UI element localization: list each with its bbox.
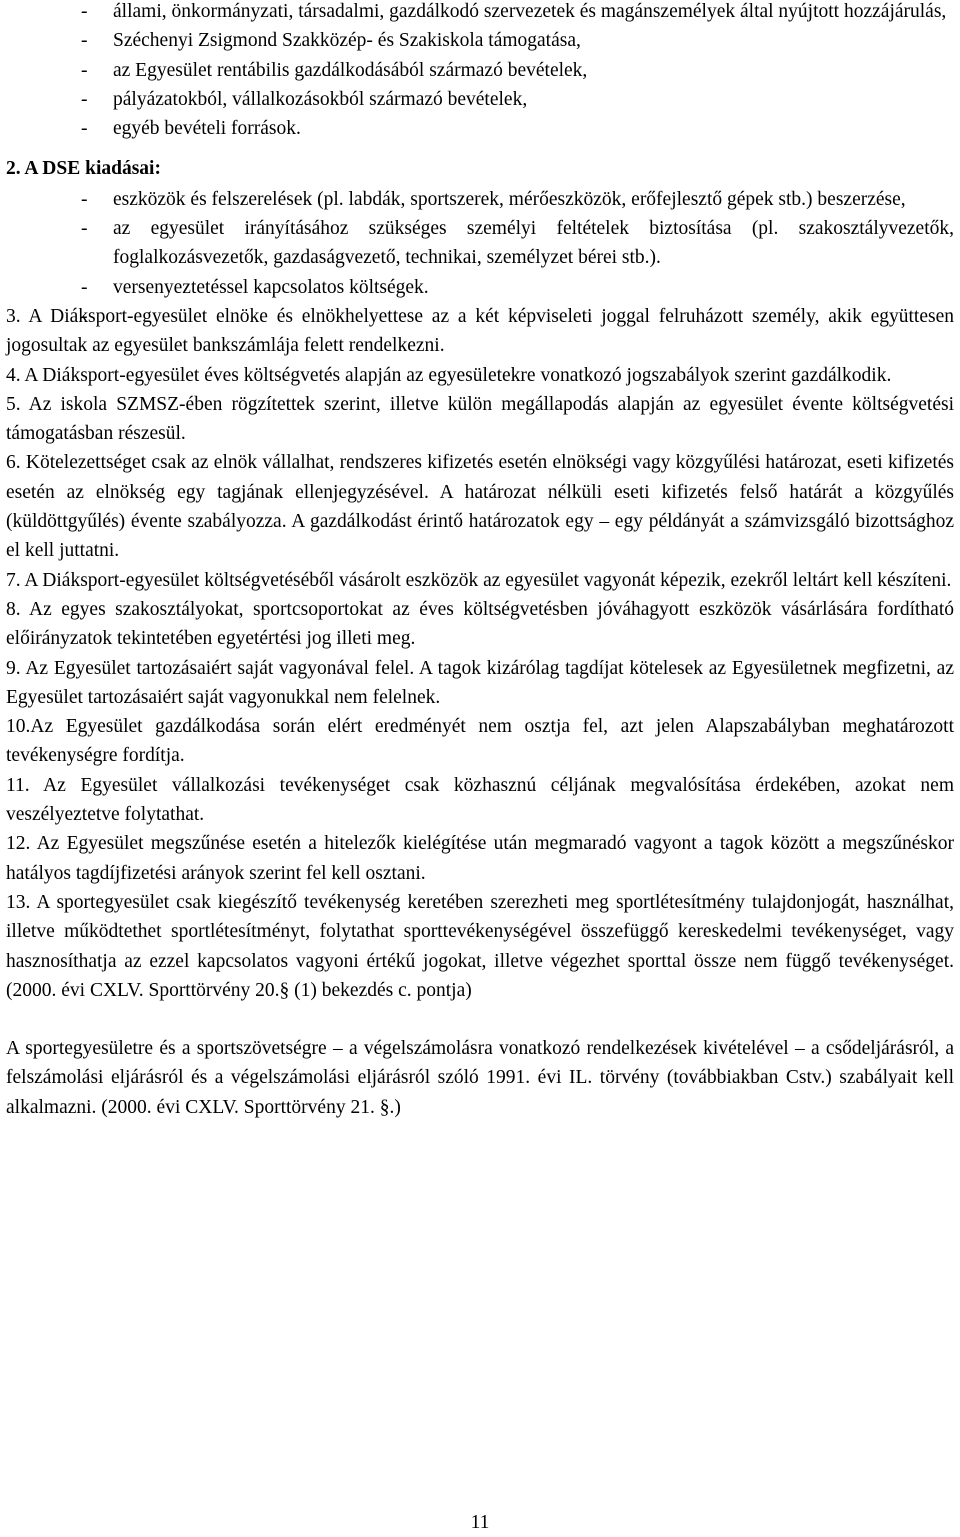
- list-item: - eszközök és felszerelések (pl. labdák, sportszerek, mérőeszközök, erőfejlesztő gépek stb.) beszerzése,: [6, 185, 954, 214]
- list-item: - Széchenyi Zsigmond Szakközép- és Szakiskola támogatása,: [6, 26, 954, 55]
- page-number: 11: [470, 1512, 490, 1533]
- list-item: - az egyesület irányításához szükséges személyi feltételek biztosítása (pl. szakosztályvezetők, foglalkozásvezetők, gazdaságvezető, technikai, személyzet bérei stb.).: [6, 214, 954, 273]
- list-item: - versenyeztetéssel kapcsolatos költségek.: [6, 273, 954, 302]
- paragraph: 5. Az iskola SZMSZ-ében rögzítettek szerint, illetve külön megállapodás alapján az egyesület évente költségvetési támogatásban részesül.: [6, 393, 954, 445]
- paragraph: 11. Az Egyesület vállalkozási tevékenységet csak közhasznú céljának megvalósítása érdekében, azokat nem veszélyeztetve folytathat.: [6, 774, 954, 826]
- list-item: - állami, önkormányzati, társadalmi, gazdálkodó szervezetek és magánszemélyek által nyújtott hozzájárulás,: [6, 0, 954, 26]
- paragraph: 12. Az Egyesület megszűnése esetén a hitelezők kielégítése után megmaradó vagyont a tagok között a megszűnéskor hatályos tagdíjfizetési arányok szerint fel kell osztani.: [6, 833, 954, 884]
- paragraph: 9. Az Egyesület tartozásaiért saját vagyonával felel. A tagok kizárólag tagdíjat kötelesek az Egyesületnek megfizetni, az Egyesület tartozásaiért saját vagyonukkal nem felelnek.: [6, 657, 954, 708]
- paragraph: 6. Kötelezettséget csak az elnök vállalhat, rendszeres kifizetés esetén elnökségi vagy közgyűlési határozat, eseti kifizetés esetén az elnökség egy tagjának ellenjegyzésével. A határozat nélküli eseti kifizetés felső határát a közgyűlés (küldöttgyűlés) évente szabályozza. A gazdálkodást érintő határozatok egy – egy példányát a számvizsgáló bizottsághoz el kell juttatni.: [6, 452, 954, 562]
- paragraph: 10.Az Egyesület gazdálkodása során elért eredményét nem osztja fel, azt jelen Alapszabályban meghatározott tevékenységre fordítja.: [6, 716, 954, 767]
- income-sources-list: [6, 0, 954, 143]
- closing-paragraph: A sportegyesületre és a sportszövetségre – a végelszámolásra vonatkozó rendelkezések kivételével – a csődeljárásról, a felszámolási eljárásról és a végelszámolási eljárásról szóló 1991. évi IL. törvény (továbbiakban Cstv.) szabályait kell alkalmazni. (2000. évi CXLV. Sporttörvény 21. §.): [6, 1038, 954, 1118]
- paragraph: 7. A Diáksport-egyesület költségvetéséből vásárolt eszközök az egyesület vagyonát képezik, ezekről leltárt kell készíteni.: [6, 569, 952, 591]
- paragraph: 4. A Diáksport-egyesület éves költségvetés alapján az egyesületekre vonatkozó jogszabályok szerint gazdálkodik.: [6, 364, 892, 386]
- expenses-list: [6, 185, 954, 302]
- paragraph: 8. Az egyes szakosztályokat, sportcsoportokat az éves költségvetésben jóváhagyott eszközök vásárlására fordítható előirányzatok tekintetében egyetértési jog illeti meg.: [6, 598, 954, 650]
- list-item: - az Egyesület rentábilis gazdálkodásából származó bevételek,: [6, 56, 954, 85]
- paragraph: 13. A sportegyesület csak kiegészítő tevékenység keretében szerezheti meg sportlétesítmény tulajdonjogát, használhat, illetve működtethet sportlétesítményt, folytathat sporttevékenységével összefüggő kereskedelmi tevékenységet, vagy hasznosíthatja az ezzel kapcsolatos vagyoni értékű jogokat, illetve végezhet sporttal össze nem függő tevékenységet. (2000. évi CXLV. Sporttörvény 20.§ (1) bekezdés c. pontja): [6, 891, 954, 1001]
- list-item: - pályázatokból, vállalkozásokból származó bevételek,: [6, 85, 954, 114]
- section-heading: 2. A DSE kiadásai:: [6, 158, 161, 180]
- list-item: - egyéb bevételi források.: [6, 114, 954, 143]
- paragraph: 3. A Diáksport-egyesület elnöke és elnökhelyettese az a két képviseleti joggal felruházott személy, akik együttesen jogosultak az egyesület bankszámlája felett rendelkezni.: [6, 305, 954, 357]
- page-content: [6, 0, 954, 1122]
